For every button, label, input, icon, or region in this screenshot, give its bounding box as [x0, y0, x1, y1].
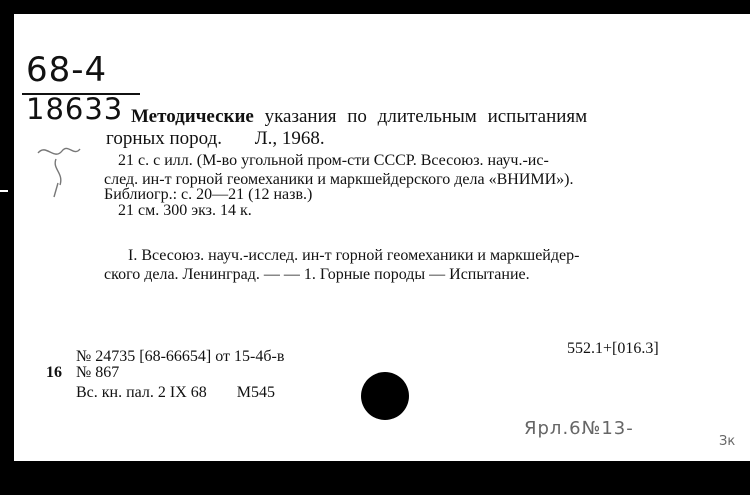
- registration-date: Вс. кн. пал. 2 IX 68: [76, 384, 207, 401]
- imprint: Л., 1968.: [254, 128, 325, 149]
- call-number-top: 68-4: [26, 50, 108, 90]
- stamp-mark-small: Зк: [719, 434, 736, 449]
- tracing-line-2: ского дела. Ленинград. — — 1. Горные породы — Испытание.: [104, 266, 530, 283]
- title-rest: указания по длительным испытаниям: [253, 106, 588, 127]
- description-line-4: 21 см. 300 экз. 14 к.: [118, 202, 252, 219]
- description-line-3: Библиогр.: с. 20—21 (12 назв.): [104, 186, 313, 203]
- title-first-word: Методические: [131, 106, 254, 127]
- description-line-2: след. ин-т горной геомеханики и маркшейдерского дела «ВНИМИ»).: [104, 171, 574, 188]
- registration-line-3: [76, 384, 275, 402]
- registration-code: М545: [236, 384, 276, 401]
- registration-line-2: № 867: [76, 364, 120, 381]
- title-line-1: [131, 106, 587, 128]
- handwritten-signature: [34, 139, 94, 199]
- punch-hole: [361, 372, 409, 420]
- call-number-bottom: 18633: [26, 92, 124, 126]
- stamp-mark: Ярл.6№13-: [524, 418, 634, 439]
- catalog-card: [14, 14, 750, 461]
- registration-marker: 16: [46, 364, 62, 381]
- title-continuation: горных пород.: [106, 128, 223, 149]
- registration-line-1: № 24735 [68-66654] от 15-4б-в: [76, 348, 285, 365]
- classification-index: 552.1+[016.3]: [567, 340, 659, 357]
- tracing-line-1: I. Всесоюз. науч.-исслед. ин-т горной геомеханики и маркшейдер-: [128, 247, 580, 264]
- edge-mark: [0, 190, 8, 192]
- description-line-1: 21 с. с илл. (М-во угольной пром-сти СССР. Всесоюз. науч.-ис-: [118, 152, 549, 169]
- title-line-2: [106, 128, 325, 150]
